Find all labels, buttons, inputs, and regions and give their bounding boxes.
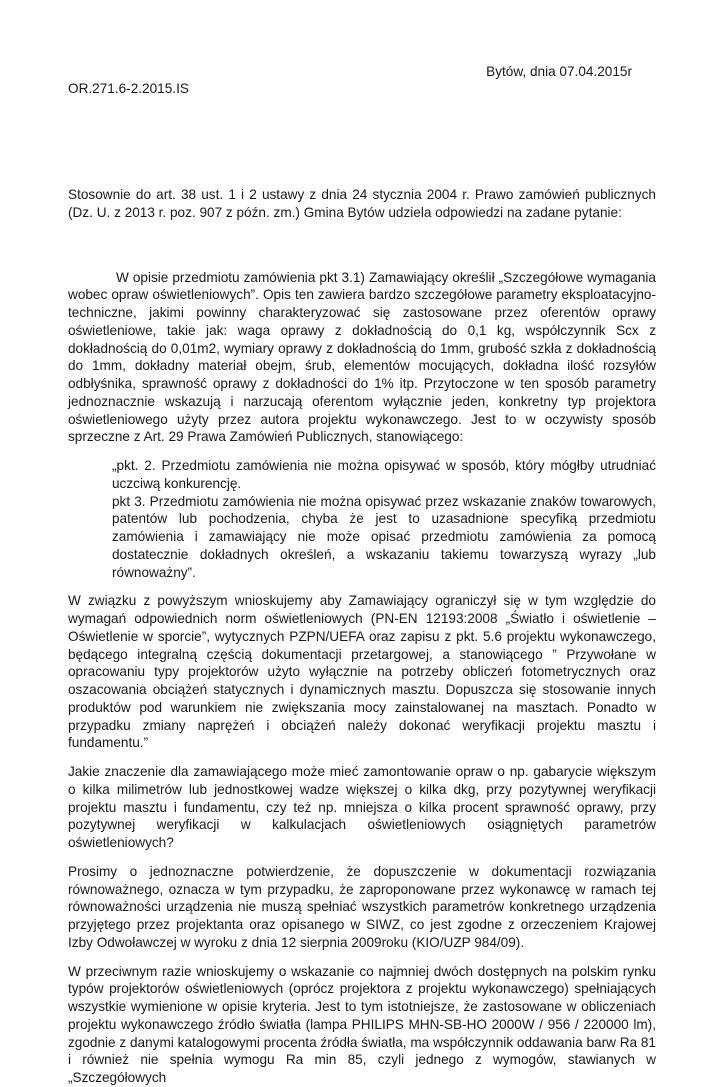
- document-body: [68, 186, 656, 1087]
- question-paragraph-4: Prosimy o jednoznaczne potwierdzenie, że dopuszczenie w dokumentacji rozwiązania równoważnego, oznacza w tym przypadku, że zaproponowane przez wykonawcę w ramach tej równoważności urządzenia nie muszą spełniać wszystkich parametrów konkretnego urządzenia przyjętego przez projektanta oraz opisanego w SIWZ, co jest zgodne z orzeczeniem Krajowej Izby Odwoławczej w wyroku z dnia 12 sierpnia 2009roku (KIO/UZP 984/09).: [68, 863, 656, 950]
- legal-quote-point-3: pkt 3. Przedmiotu zamówienia nie można opisywać przez wskazanie znaków towarowych, patentów lub pochodzenia, chyba że jest to uzasadnione specyfiką przedmiotu zamówienia i zamawiający nie może opisać przedmiotu zamówienia za pomocą dostatecznie dokładnych określeń, a wskazaniu takiemu towarzyszą wyrazy „lub równoważny”.: [112, 493, 656, 580]
- question-paragraph-2: W związku z powyższym wnioskujemy aby Zamawiający ograniczył się w tym względzie do wymagań odpowiednich norm oświetleniowych (PN-EN 12193:2008 „Światło i oświetlenie – Oświetlenie w sporcie”, wytycznych PZPN/UEFA oraz zapisu z pkt. 5.6 projektu wykonawczego, będącego integralną częścią dokumentacji przetargowej, a stanowiącego ” Przywołane w opracowaniu typy projektorów użyto wyłącznie na potrzeby obliczeń fotometrycznych oraz oszacowania obciążeń statycznych i dynamicznych masztu. Dopuszcza się stosowanie innych produktów pod warunkiem nie zwiększania mocy zainstalowanej na masztach. Ponadto w przypadku zmiany naprężeń i obciążeń należy dokonać weryfikacji projektu masztu i fundamentu.”: [68, 593, 656, 751]
- legal-quote-point-2: „pkt. 2. Przedmiotu zamówienia nie można opisywać w sposób, który mógłby utrudniać uczciwą konkurencję.: [112, 458, 656, 491]
- document-date: Bytów, dnia 07.04.2015r: [486, 64, 632, 79]
- reference-number: OR.271.6-2.2015.IS: [68, 81, 189, 96]
- question-paragraph-1: W opisie przedmiotu zamówienia pkt 3.1) Zamawiający określił „Szczegółowe wymagania wobec opraw oświetleniowych”. Opis ten zawiera bardzo szczegółowe parametry eksploatacyjno-techniczne, jakimi powinny charakteryzować się zastosowane przez oferentów oprawy oświetleniowe, takie jak: waga oprawy z dokładnością do 0,1 kg, współczynnik Scx z dokładnością do 0,01m2, wymiary oprawy z dokładnością do 1mm, grubość szkła z dokładnością do 1mm, dokładny materiał obejm, śrub, elementów mocujących, dokładna ilość rozsyłów odbłyśnika, sprawność oprawy z dokładności do 1% itp. Przytoczone w ten sposób parametry jednoznacznie wskazują i narzucają oferentom wyłącznie jeden, konkretny typ projektora oświetleniowego użyty przez autora projektu wykonawczego. Jest to w oczywisty sposób sprzeczne z Art. 29 Prawa Zamówień Publicznych, stanowiącego:: [68, 269, 656, 445]
- question-paragraph-5: W przeciwnym razie wnioskujemy o wskazanie co najmniej dwóch dostępnych na polskim rynku typów projektorów oświetleniowych (oprócz projektora z projektu wykonawczego) spełniających wszystkie wymienione w opisie kryteria. Jest to tym istotniejsze, że zastosowane w obliczeniach projektu wykonawczego źródło światła (lampa PHILIPS MHN-SB-HO 2000W / 956 / 220000 lm), zgodnie z danymi katalogowymi procenta źródła światła, ma współczynnik oddawania barw Ra 81 i również nie spełnia wymogu Ra min 85, czyli jednego z wymogów, stawianych w „Szczegółowych: [68, 963, 656, 1085]
- question-paragraph-3: Jakie znaczenie dla zamawiającego może mieć zamontowanie opraw o np. gabarycie większym o kilka milimetrów lub jednostkowej wadze większej o kilka dkg, przy pozytywnej weryfikacji projektu masztu i fundamentu, czy też np. mniejsza o kilka procent sprawność oprawy, przy pozytywnej weryfikacji w kalkulacjach oświetleniowych osiągniętych parametrów oświetleniowych?: [68, 764, 656, 850]
- intro-paragraph: Stosownie do art. 38 ust. 1 i 2 ustawy z dnia 24 stycznia 2004 r. Prawo zamówień publicznych (Dz. U. z 2013 r. poz. 907 z późn. zm.) Gmina Bytów udziela odpowiedzi na zadane pytanie:: [68, 187, 656, 220]
